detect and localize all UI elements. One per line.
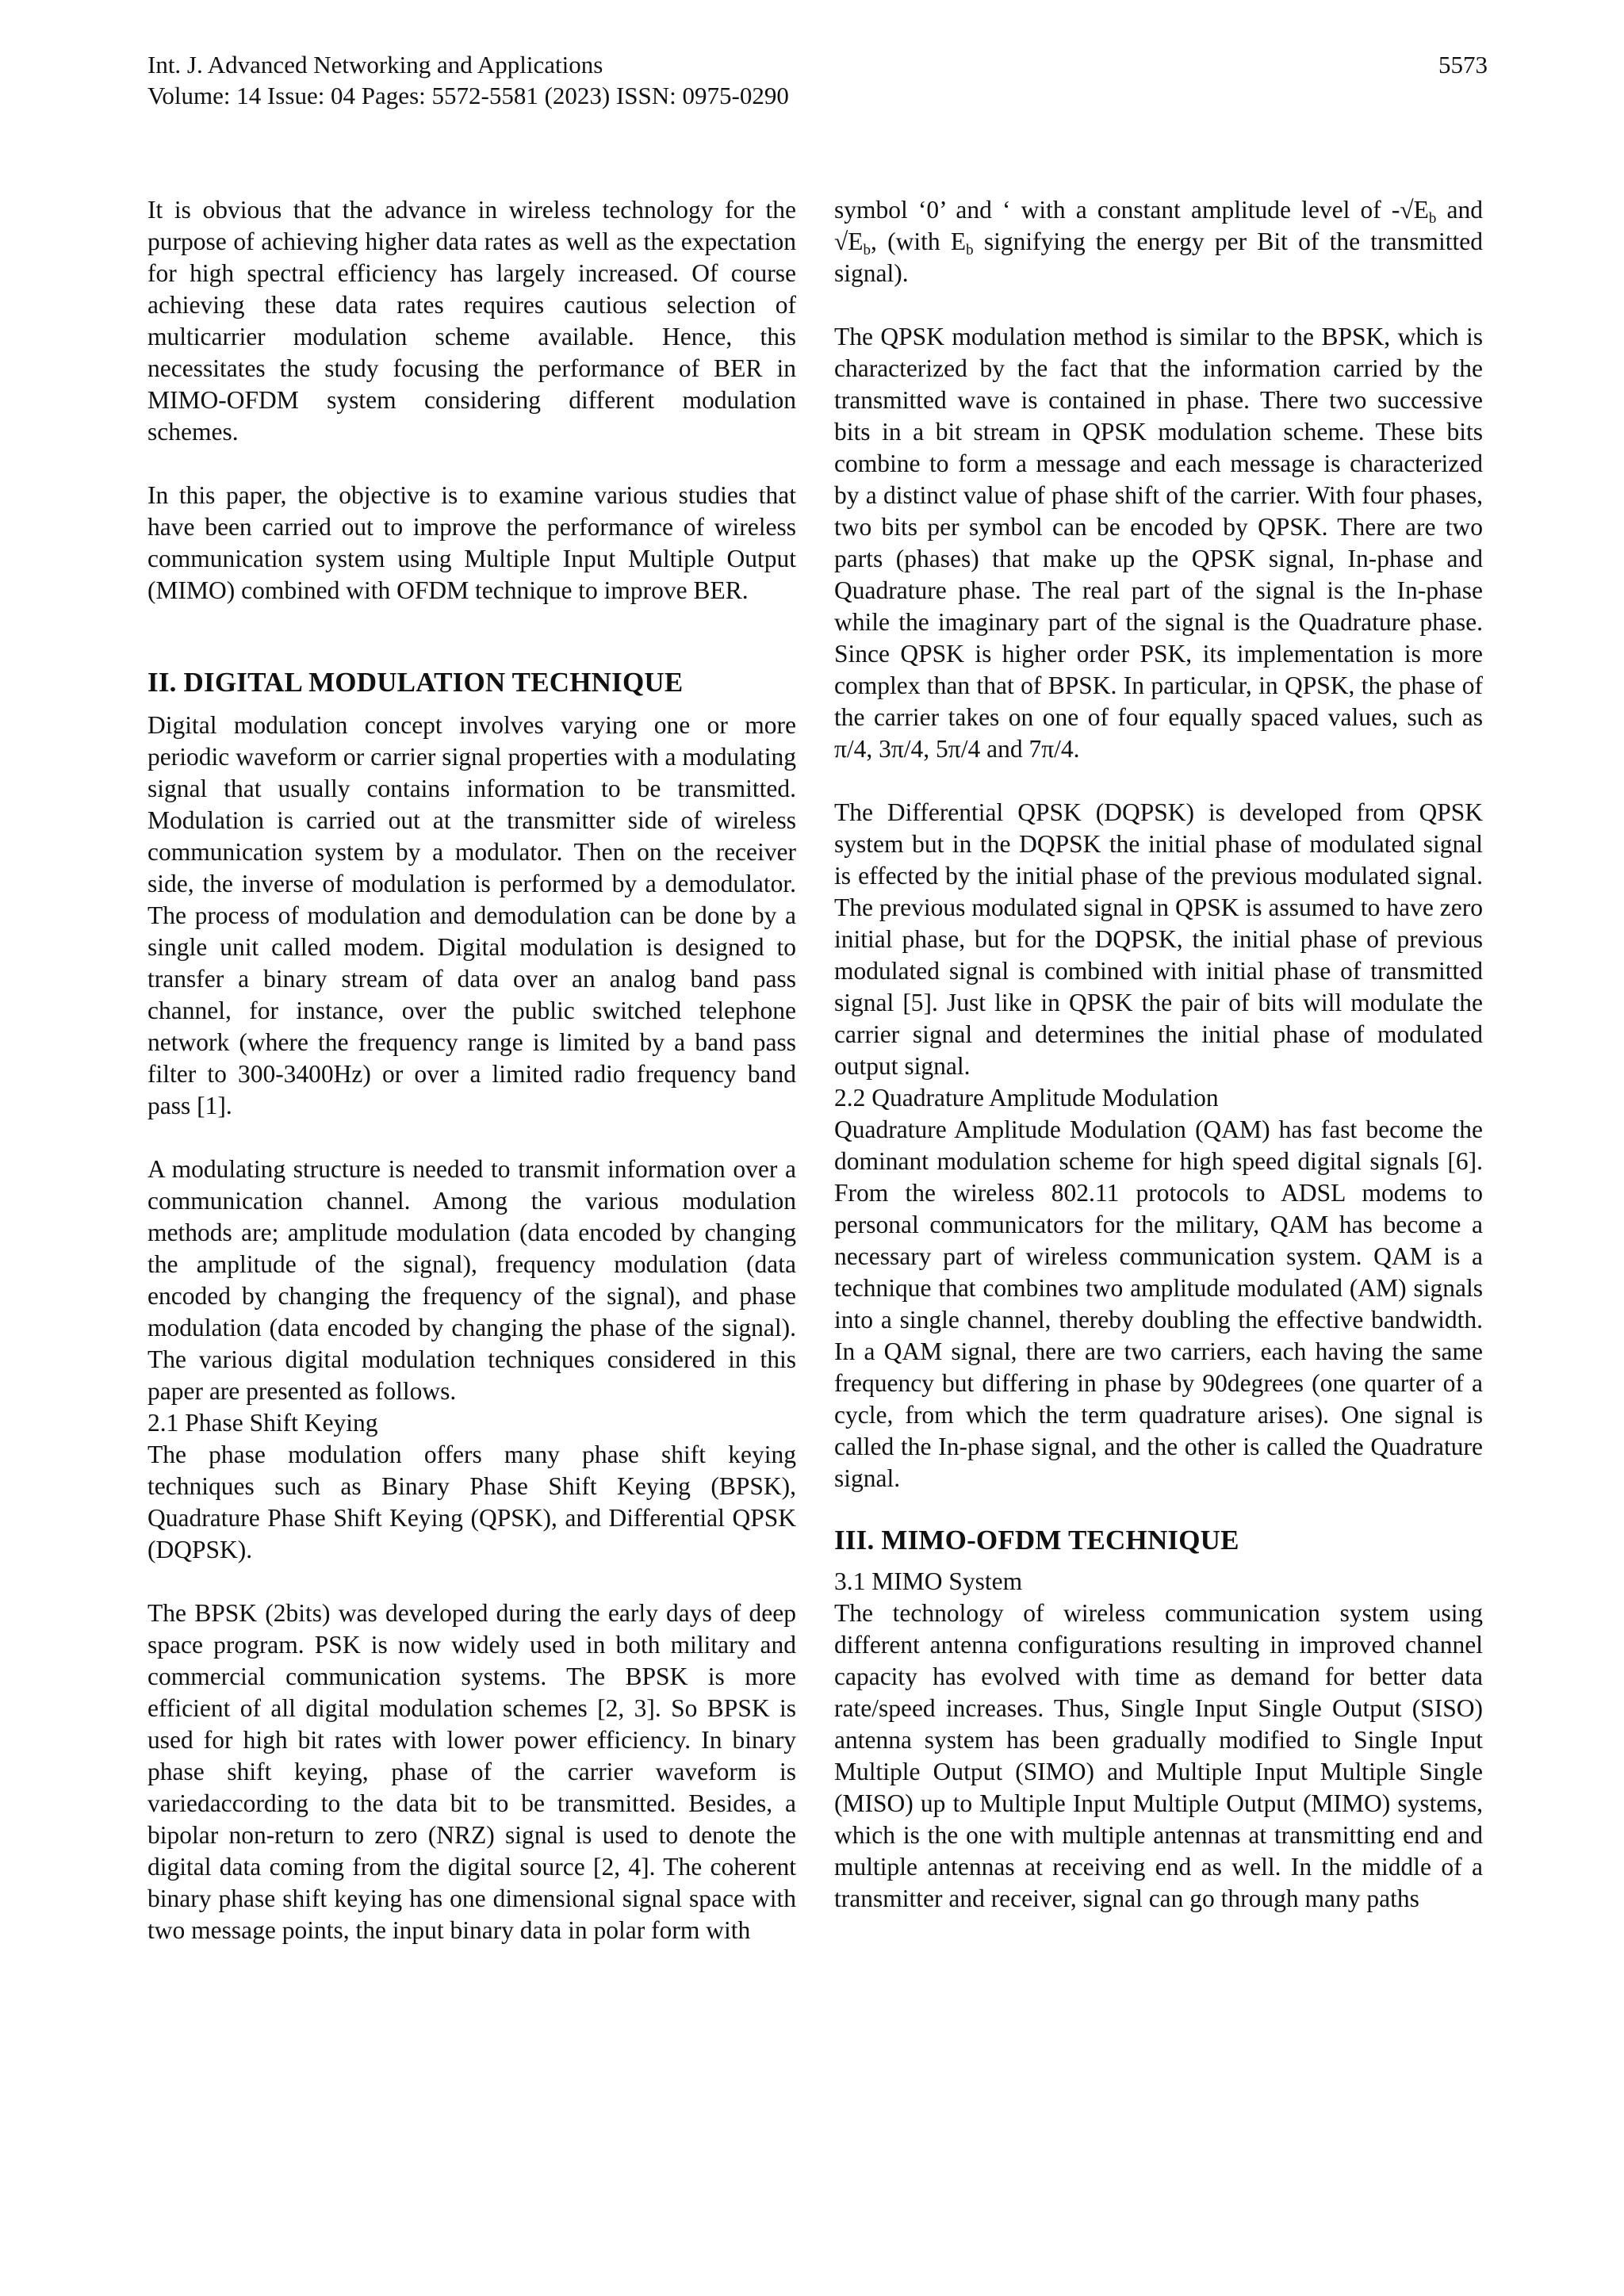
subscript-b: b <box>1428 210 1437 227</box>
subsection-2-1-paragraph-1: The phase modulation offers many phase shift keying techniques such as Binary Phase Shift Keying (BPSK), Quadrature Phase Shift Keying (QPSK), and Differential QPSK (DQPSK). <box>147 1441 796 1563</box>
intro-paragraph-2: In this paper, the objective is to examine various studies that have been carried out to improve the performance of wireless communication system using Multiple Input Multiple Output (MIMO) combined with OFDM technique to improve BER. <box>147 481 796 604</box>
page-number: 5573 <box>1438 51 1488 78</box>
dqpsk-paragraph: The Differential QPSK (DQPSK) is developed from QPSK system but in the DQPSK the initial phase of modulated signal is effected by the initial phase of the previous modulated signal. The previous modulated signal in QPSK is assumed to have zero initial phase, but for the DQPSK, the initial phase of previous modulated signal is combined with initial phase of transmitted signal [5]. Just like in QPSK the pair of bits will modulate the carrier signal and determines the initial phase of modulated output signal. <box>834 798 1483 1080</box>
subsection-2-1-paragraph-2: The BPSK (2bits) was developed during the early days of deep space program. PSK is now widely used in both military and commercial communication systems. The BPSK is more efficient of all digital modulation schemes [2, 3]. So BPSK is used for high bit rates with lower power efficiency. In binary phase shift keying, phase of the carrier waveform is variedaccording to the data bit to be transmitted. Besides, a bipolar non-return to zero (NRZ) signal is used to denote the digital data coming from the digital source [2, 4]. The coherent binary phase shift keying has one dimensional signal space with two message points, the input binary data in polar form with <box>147 1599 796 1944</box>
bpsk-continuation-paragraph <box>834 194 1483 289</box>
subsection-2-2-heading: 2.2 Quadrature Amplitude Modulation <box>834 1084 1219 1112</box>
text-run: signifying the energy per Bit of the transmitted signal). <box>834 228 1484 287</box>
subsection-3-1-heading: 3.1 MIMO System <box>834 1567 1023 1595</box>
section-2-paragraph-2: A modulating structure is needed to transmit information over a communication channel. Among the various modulation methods are; amplitude modulation (data encoded by changing the amplitude of the signal), frequency modulation (data encoded by changing the frequency of the signal), and phase modulation (data encoded by changing the phase of the signal). The various digital modulation techniques considered in this paper are presented as follows. <box>147 1155 796 1405</box>
subsection-2-1-heading: 2.1 Phase Shift Keying <box>147 1409 378 1437</box>
volume-info: Volume: 14 Issue: 04 Pages: 5572-5581 (2023) ISSN: 0975-0290 <box>147 82 789 109</box>
left-column <box>147 194 796 1946</box>
section-2-heading: II. DIGITAL MODULATION TECHNIQUE <box>147 667 684 698</box>
text-run: symbol ‘0’ and ‘ with a constant amplitude level of -√E <box>834 196 1429 224</box>
qpsk-paragraph: The QPSK modulation method is similar to the BPSK, which is characterized by the fact that the information carried by the transmitted wave is contained in phase. There two successive bits in a bit stream in QPSK modulation scheme. These bits combine to form a message and each message is characterized by a distinct value of phase shift of the carrier. With four phases, two bits per symbol can be encoded by QPSK. There are two parts (phases) that make up the QPSK signal, In-phase and Quadrature phase. The real part of the signal is the In-phase while the imaginary part of the signal is the Quadrature phase. Since QPSK is higher order PSK, its implementation is more complex than that of BPSK. In particular, in QPSK, the phase of the carrier takes on one of four equally spaced values, such as π/4, 3π/4, 5π/4 and 7π/4. <box>834 323 1483 763</box>
intro-paragraph-1: It is obvious that the advance in wireless technology for the purpose of achieving higher data rates as well as the expectation for high spectral efficiency has largely increased. Of course achieving these data rates requires cautious selection of multicarrier modulation scheme available. Hence, this necessitates the study focusing the performance of BER in MIMO-OFDM system considering different modulation schemes. <box>147 196 796 446</box>
journal-title: Int. J. Advanced Networking and Applications <box>147 51 603 78</box>
section-3-heading: III. MIMO-OFDM TECHNIQUE <box>834 1525 1239 1556</box>
subscript-b: b <box>863 242 871 258</box>
section-2-paragraph-1: Digital modulation concept involves varying one or more periodic waveform or carrier signal properties with a modulating signal that usually contains information to be transmitted. Modulation is carried out at the transmitter side of wireless communication system by a modulator. Then on the receiver side, the inverse of modulation is performed by a demodulator. The process of modulation and demodulation can be done by a single unit called modem. Digital modulation is designed to transfer a binary stream of data over an analog band pass channel, for instance, over the public switched telephone network (where the frequency range is limited by a band pass filter to 300-3400Hz) or over a limited radio frequency band pass [1]. <box>147 711 796 1119</box>
subscript-b: b <box>966 242 974 258</box>
text-run: and √E <box>834 196 1484 255</box>
text-run: , (with E <box>871 228 967 255</box>
mimo-paragraph: The technology of wireless communication system using different antenna configurations resulting in improved channel capacity has evolved with time as demand for better data rate/speed increases. Thus, Single Input Single Output (SISO) antenna system has been gradually modified to Single Input Multiple Output (SIMO) and Multiple Input Multiple Single (MISO) up to Multiple Input Multiple Output (MIMO) systems, which is the one with multiple antennas at transmitting end and multiple antennas at receiving end as well. In the middle of a transmitter and receiver, signal can go through many paths <box>834 1599 1483 1912</box>
page-header <box>147 49 1488 111</box>
qam-paragraph: Quadrature Amplitude Modulation (QAM) has fast become the dominant modulation scheme for high speed digital signals [6]. From the wireless 802.11 protocols to ADSL modems to personal communicators for the military, QAM has become a necessary part of wireless communication system. QAM is a technique that combines two amplitude modulated (AM) signals into a single channel, thereby doubling the effective bandwidth. In a QAM signal, there are two carriers, each having the same frequency but differing in phase by 90degrees (one quarter of a cycle, from which the term quadrature arises). One signal is called the In-phase signal, and the other is called the Quadrature signal. <box>834 1115 1483 1492</box>
right-column <box>834 194 1483 1915</box>
